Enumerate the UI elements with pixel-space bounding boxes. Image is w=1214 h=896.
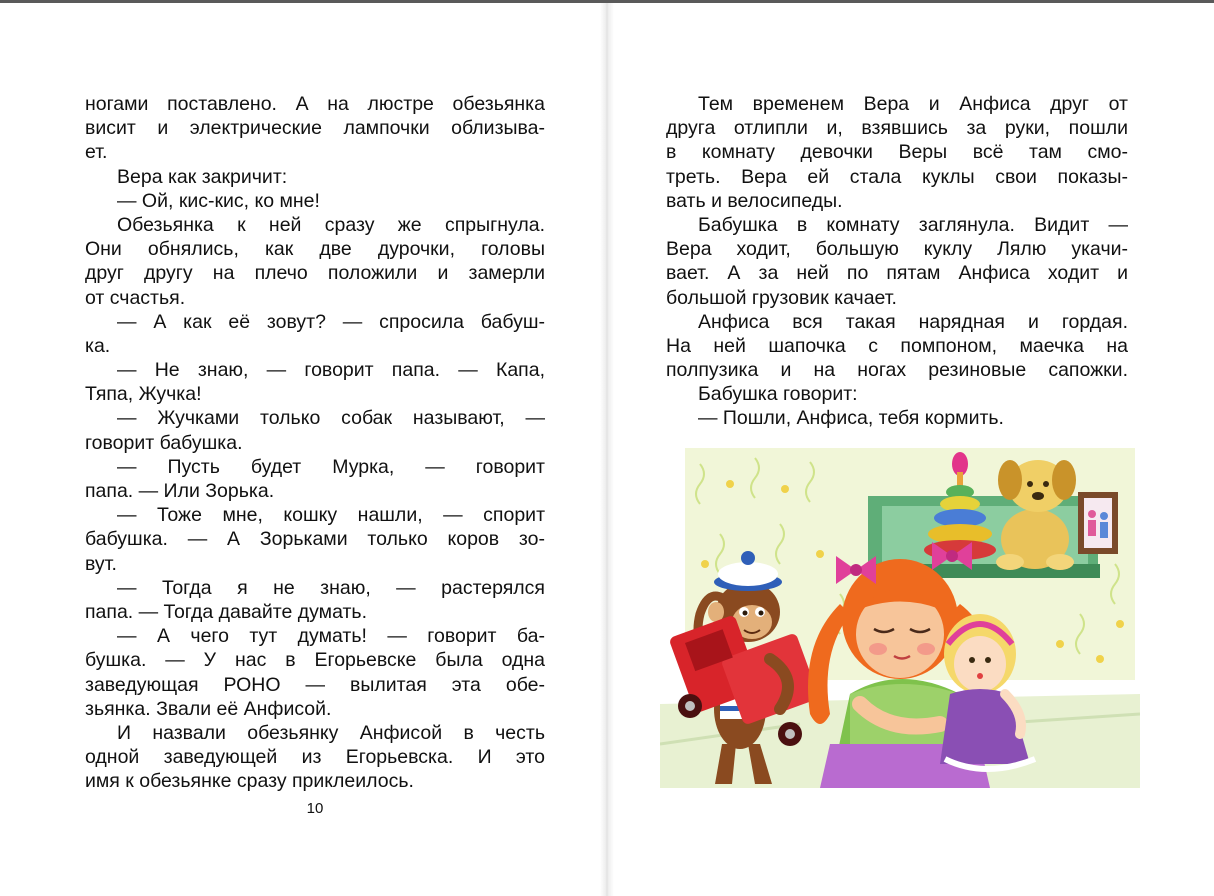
text-line: заведующая РОНО — вылитая эта обе- — [85, 673, 545, 696]
text-line: зьянка. Звали её Анфисой. — [85, 697, 332, 720]
left-page — [0, 0, 604, 896]
text-line: Вера ходит, большую куклу Лялю укачи- — [666, 238, 1128, 261]
right-page — [610, 0, 1214, 896]
text-line: папа. — Тогда давайте думать. — [85, 600, 367, 623]
text-line: — Ой, кис-кис, ко мне! — [117, 189, 320, 212]
text-line: одной заведующей из Егорьевска. И это — [85, 746, 545, 769]
text-line: — Жучками только собак называют, — — [117, 407, 545, 430]
text-line: Они обнялись, как две дурочки, головы — [85, 238, 545, 261]
page-number: 10 — [306, 800, 324, 817]
text-line: большой грузовик качает. — [666, 286, 897, 309]
left-page-text — [85, 92, 545, 793]
text-line: говорит бабушка. — [85, 431, 243, 454]
text-line: — Не знаю, — говорит папа. — Капа, — [117, 359, 545, 382]
text-line: — Тогда я не знаю, — растерялся — [117, 576, 545, 599]
text-line: ногами поставлено. А на люстре обезьянка — [85, 93, 545, 115]
text-line: ет. — [85, 141, 108, 164]
text-line: — А как её зовут? — спросила бабуш- — [117, 310, 545, 333]
illustration-girl-and-monkey — [660, 444, 1140, 788]
text-line: друг другу на плечо положили и замерли — [85, 262, 545, 285]
text-line: друга отлипли и, взявшись за руки, пошли — [666, 117, 1128, 140]
text-line: вут. — [85, 552, 117, 575]
text-line: вает. А за ней по пятам Анфиса ходит и — [666, 262, 1128, 285]
right-page-text — [666, 92, 1128, 431]
text-line: треть. Вера ей стала куклы свои показы- — [666, 165, 1128, 188]
text-line: в комнату девочки Веры всё там смо- — [666, 141, 1128, 164]
text-line: — Пошли, Анфиса, тебя кормить. — [698, 407, 1004, 430]
text-line: Бабушка в комнату заглянула. Видит — — [698, 213, 1128, 236]
text-line: вать и велосипеды. — [666, 189, 843, 212]
text-line: Бабушка говорит: — [698, 383, 858, 406]
text-line: Вера как закричит: — [117, 165, 288, 188]
text-line: папа. — Или Зорька. — [85, 480, 275, 502]
text-line: И назвали обезьянку Анфисой в честь — [117, 721, 545, 744]
text-line: — А чего тут думать! — говорит ба- — [117, 625, 545, 648]
text-line: Тем временем Вера и Анфиса друг от — [698, 93, 1128, 115]
text-line: Тяпа, Жучка! — [85, 383, 202, 406]
text-line: бабушка. — А Зорьками только коров зо- — [85, 528, 545, 551]
text-line: бушка. — У нас в Егорьевске была одна — [85, 649, 545, 672]
text-line: имя к обезьянке сразу приклеилось. — [85, 770, 414, 793]
text-line: Анфиса вся такая нарядная и гордая. — [698, 310, 1128, 333]
text-line: от счастья. — [85, 286, 186, 309]
text-line: полпузика и на ногах резиновые сапожки. — [666, 359, 1128, 382]
text-line: висит и электрические лампочки облизыва- — [85, 117, 545, 140]
text-line: — Пусть будет Мурка, — говорит — [117, 455, 545, 478]
text-line: На ней шапочка с помпоном, маечка на — [666, 334, 1128, 357]
text-line: ка. — [85, 334, 111, 357]
text-line: — Тоже мне, кошку нашли, — спорит — [117, 504, 545, 527]
text-line: Обезьянка к ней сразу же спрыгнула. — [117, 213, 545, 236]
